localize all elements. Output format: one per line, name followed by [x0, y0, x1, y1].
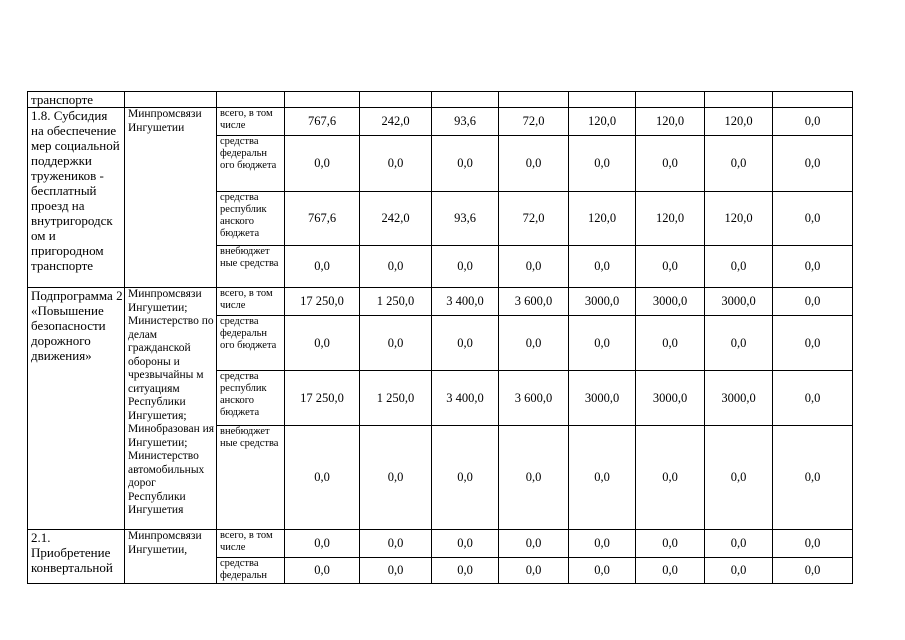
value-cell: 0,0	[360, 530, 432, 558]
value-cell: 0,0	[285, 316, 360, 371]
empty-cell	[499, 92, 569, 108]
empty-cell	[569, 92, 636, 108]
value-cell: 120,0	[636, 108, 705, 136]
program-name-cell: Подпрограмма 2 «Повышение безопасности дорожного движения»	[28, 288, 125, 530]
value-cell: 0,0	[773, 426, 853, 530]
value-cell: 0,0	[569, 136, 636, 192]
value-cell: 0,0	[432, 316, 499, 371]
value-cell: 72,0	[499, 108, 569, 136]
value-cell: 0,0	[432, 426, 499, 530]
table-row	[28, 92, 853, 108]
value-cell: 1 250,0	[360, 371, 432, 426]
value-cell: 0,0	[773, 192, 853, 246]
value-cell: 17 250,0	[285, 288, 360, 316]
value-cell: 3000,0	[705, 371, 773, 426]
value-cell: 0,0	[705, 246, 773, 288]
value-cell: 120,0	[569, 192, 636, 246]
executor-cell: Минпромсвязи Ингушетии; Министерство по делам гражданской обороны и чрезвычайны м ситуациям Республики Ингушетия; Минобразован ия Ингушетии; Министерство автомобильных дорог Республики Ингушетия	[125, 288, 217, 530]
table-row	[28, 530, 853, 558]
value-cell: 0,0	[285, 246, 360, 288]
value-cell: 0,0	[285, 530, 360, 558]
value-cell: 0,0	[285, 136, 360, 192]
value-cell: 0,0	[636, 558, 705, 584]
funding-source-cell: средства федеральн ого бюджета	[217, 316, 285, 371]
value-cell: 0,0	[636, 316, 705, 371]
value-cell: 0,0	[773, 371, 853, 426]
value-cell: 0,0	[773, 558, 853, 584]
empty-cell	[705, 92, 773, 108]
value-cell: 0,0	[773, 136, 853, 192]
value-cell: 0,0	[432, 246, 499, 288]
empty-cell	[125, 92, 217, 108]
value-cell: 0,0	[705, 316, 773, 371]
empty-cell	[217, 92, 285, 108]
value-cell: 0,0	[705, 530, 773, 558]
value-cell: 0,0	[705, 136, 773, 192]
value-cell: 0,0	[705, 426, 773, 530]
value-cell: 72,0	[499, 192, 569, 246]
empty-cell	[773, 92, 853, 108]
value-cell: 0,0	[773, 246, 853, 288]
value-cell: 0,0	[569, 426, 636, 530]
value-cell: 3000,0	[705, 288, 773, 316]
value-cell: 767,6	[285, 192, 360, 246]
value-cell: 0,0	[773, 316, 853, 371]
executor-cell: Минпромсвязи Ингушетии,	[125, 530, 217, 584]
value-cell: 3 600,0	[499, 288, 569, 316]
value-cell: 767,6	[285, 108, 360, 136]
value-cell: 0,0	[569, 558, 636, 584]
value-cell: 93,6	[432, 192, 499, 246]
value-cell: 0,0	[360, 426, 432, 530]
value-cell: 120,0	[705, 192, 773, 246]
value-cell: 93,6	[432, 108, 499, 136]
value-cell: 120,0	[636, 192, 705, 246]
value-cell: 0,0	[499, 246, 569, 288]
value-cell: 3 600,0	[499, 371, 569, 426]
funding-source-cell: всего, в том числе	[217, 288, 285, 316]
value-cell: 0,0	[773, 530, 853, 558]
value-cell: 3 400,0	[432, 288, 499, 316]
value-cell: 120,0	[705, 108, 773, 136]
program-name-cell: 1.8. Субсидия на обеспечение мер социальной поддержки тружеников - бесплатный проезд на внутригородск ом и пригородном транспорте	[28, 108, 125, 288]
table-row	[28, 108, 853, 136]
value-cell: 0,0	[360, 316, 432, 371]
value-cell: 0,0	[636, 426, 705, 530]
value-cell: 0,0	[569, 246, 636, 288]
empty-cell	[285, 92, 360, 108]
value-cell: 0,0	[773, 288, 853, 316]
value-cell: 0,0	[499, 316, 569, 371]
value-cell: 0,0	[569, 530, 636, 558]
value-cell: 0,0	[569, 316, 636, 371]
empty-cell	[432, 92, 499, 108]
value-cell: 242,0	[360, 192, 432, 246]
value-cell: 0,0	[636, 136, 705, 192]
funding-source-cell: средства федеральн	[217, 558, 285, 584]
funding-source-cell: всего, в том числе	[217, 108, 285, 136]
value-cell: 0,0	[499, 426, 569, 530]
program-name-cell: транспорте	[28, 92, 125, 108]
value-cell: 0,0	[636, 530, 705, 558]
executor-cell: Минпромсвязи Ингушетии	[125, 108, 217, 288]
funding-source-cell: всего, в том числе	[217, 530, 285, 558]
table-row	[28, 288, 853, 316]
value-cell: 0,0	[636, 246, 705, 288]
funding-source-cell: внебюджет ные средства	[217, 246, 285, 288]
value-cell: 3000,0	[569, 371, 636, 426]
empty-cell	[636, 92, 705, 108]
value-cell: 0,0	[285, 558, 360, 584]
value-cell: 0,0	[432, 530, 499, 558]
value-cell: 3000,0	[636, 288, 705, 316]
value-cell: 0,0	[360, 558, 432, 584]
budget-table	[27, 91, 853, 584]
value-cell: 1 250,0	[360, 288, 432, 316]
value-cell: 0,0	[499, 136, 569, 192]
value-cell: 0,0	[360, 246, 432, 288]
funding-source-cell: средства республик анского бюджета	[217, 371, 285, 426]
program-name-cell: 2.1. Приобретение конвертальной	[28, 530, 125, 584]
value-cell: 242,0	[360, 108, 432, 136]
value-cell: 0,0	[773, 108, 853, 136]
value-cell: 3 400,0	[432, 371, 499, 426]
value-cell: 120,0	[569, 108, 636, 136]
funding-source-cell: средства федеральн ого бюджета	[217, 136, 285, 192]
value-cell: 17 250,0	[285, 371, 360, 426]
value-cell: 0,0	[499, 558, 569, 584]
value-cell: 0,0	[360, 136, 432, 192]
value-cell: 3000,0	[636, 371, 705, 426]
value-cell: 0,0	[705, 558, 773, 584]
value-cell: 0,0	[499, 530, 569, 558]
empty-cell	[360, 92, 432, 108]
value-cell: 0,0	[285, 426, 360, 530]
value-cell: 0,0	[432, 136, 499, 192]
value-cell: 3000,0	[569, 288, 636, 316]
value-cell: 0,0	[432, 558, 499, 584]
funding-source-cell: внебюджет ные средства	[217, 426, 285, 530]
funding-source-cell: средства республик анского бюджета	[217, 192, 285, 246]
